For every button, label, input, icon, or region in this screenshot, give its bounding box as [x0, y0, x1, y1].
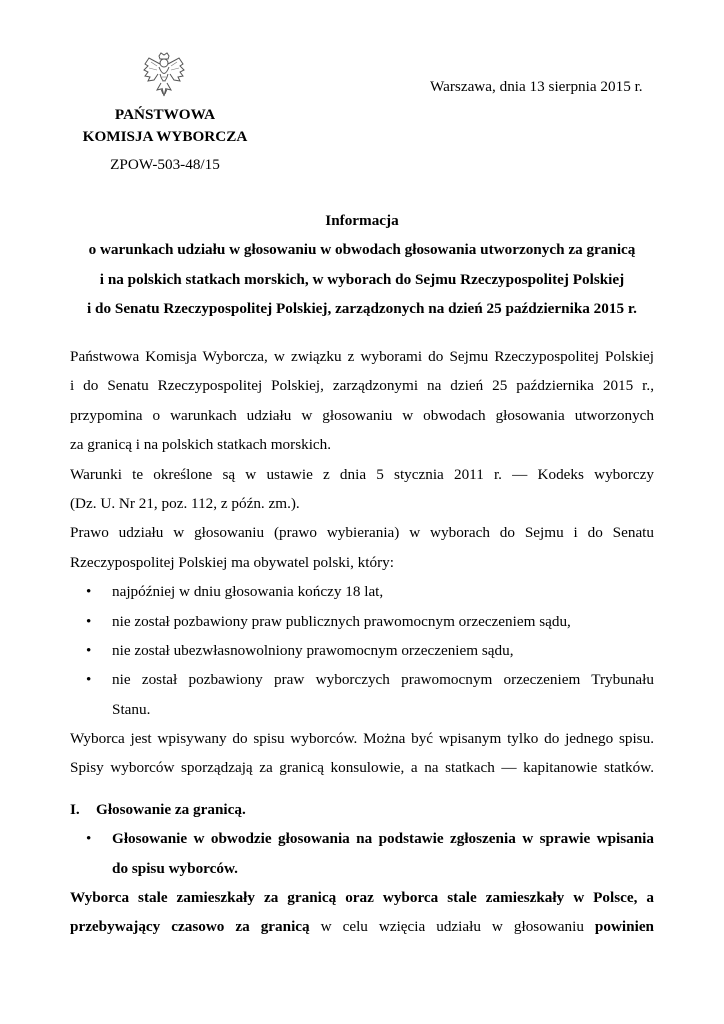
title-line-1: Informacja	[325, 212, 399, 229]
voting-right-paragraph	[70, 518, 654, 577]
reference-number: ZPOW-503-48/15	[110, 156, 220, 173]
section-para-line-2	[70, 912, 654, 941]
emphasis-text-end: powinien	[594, 918, 655, 936]
bullet-icon: •	[86, 583, 92, 601]
bullet-icon: •	[86, 641, 92, 659]
authority-line-2: KOMISJA WYBORCZA	[82, 128, 248, 145]
place-date: Warszawa, dnia 13 sierpnia 2015 r.	[430, 78, 643, 95]
condition-text-line-2: Stanu.	[112, 700, 151, 718]
intro-line-3: przypomina o warunkach udziału w głosowaniu w obwodach głosowania utworzonych	[70, 406, 654, 424]
issuing-authority	[70, 104, 260, 148]
intro-line-1: Państwowa Komisja Wyborcza, w związku z wyborami do Sejmu Rzeczypospolitej Polskiej	[70, 348, 654, 365]
right-line-2: Rzeczypospolitej Polskiej ma obywatel polski, który:	[70, 553, 394, 571]
law-line-1: Warunki te określone są w ustawie z dnia 5 stycznia 2011 r. — Kodeks wyborczy	[70, 465, 654, 483]
list-item	[70, 607, 654, 636]
document-body	[70, 342, 654, 942]
registry-paragraph	[70, 724, 654, 783]
emphasis-text: przebywający czasowo za granicą	[70, 918, 310, 936]
registry-line-1: Wyborca jest wpisywany do spisu wyborców. Można być wpisanym tylko do jednego spisu.	[70, 730, 654, 748]
condition-text: nie został ubezwłasnowolniony prawomocnym orzeczeniem sądu,	[112, 641, 514, 659]
section-para-line-1: Wyborca stale zamieszkały za granicą oraz wyborca stale zamieszkały w Polsce, a	[70, 889, 654, 907]
section-number: I.	[70, 800, 80, 818]
right-line-1: Prawo udziału w głosowaniu (prawo wybierania) w wyborach do Sejmu i do Senatu	[70, 524, 654, 542]
condition-text: najpóźniej w dniu głosowania kończy 18 lat,	[112, 583, 384, 601]
subsection-heading	[70, 824, 654, 883]
bullet-icon: •	[86, 671, 92, 689]
intro-paragraph	[70, 342, 654, 460]
bullet-icon: •	[86, 612, 92, 630]
bullet-icon: •	[86, 830, 92, 848]
subsection-line-1: Głosowanie w obwodzie głosowania na podstawie zgłoszenia w sprawie wpisania	[112, 830, 654, 848]
authority-line-1: PAŃSTWOWA	[114, 106, 216, 123]
list-item	[70, 636, 654, 665]
title-line-4: i do Senatu Rzeczypospolitej Polskiej, zarządzonych na dzień 25 października 2015 r.	[87, 300, 637, 318]
voter-conditions-list	[70, 577, 654, 724]
subsection-line-2: do spisu wyborców.	[112, 859, 238, 877]
intro-line-2: i do Senatu Rzeczypospolitej Polskiej, zarządzonymi na dzień 25 października 2015 r.,	[70, 377, 654, 395]
law-line-2: (Dz. U. Nr 21, poz. 112, z późn. zm.).	[70, 494, 300, 512]
polish-eagle-emblem-icon	[139, 50, 189, 100]
title-line-3: i na polskich statkach morskich, w wyborach do Sejmu Rzeczypospolitej Polskiej	[99, 270, 625, 288]
section-title: Głosowanie za granicą.	[96, 800, 246, 818]
section-heading	[70, 795, 654, 824]
law-paragraph	[70, 460, 654, 519]
plain-text: w celu wzięcia udziału w głosowaniu	[320, 918, 584, 936]
section-paragraph	[70, 883, 654, 942]
document-title	[60, 206, 664, 324]
list-item	[70, 577, 654, 606]
list-item	[70, 665, 654, 724]
condition-text-line-1: nie został pozbawiony praw wyborczych prawomocnym orzeczeniem Trybunału	[112, 671, 654, 689]
title-line-2: o warunkach udziału w głosowaniu w obwodach głosowania utworzonych za granicą	[88, 241, 636, 259]
condition-text: nie został pozbawiony praw publicznych prawomocnym orzeczeniem sądu,	[112, 612, 571, 630]
registry-line-2: Spisy wyborców sporządzają za granicą konsulowie, a na statkach — kapitanowie statków.	[70, 759, 654, 777]
intro-line-4: za granicą i na polskich statkach morskich.	[70, 436, 332, 454]
